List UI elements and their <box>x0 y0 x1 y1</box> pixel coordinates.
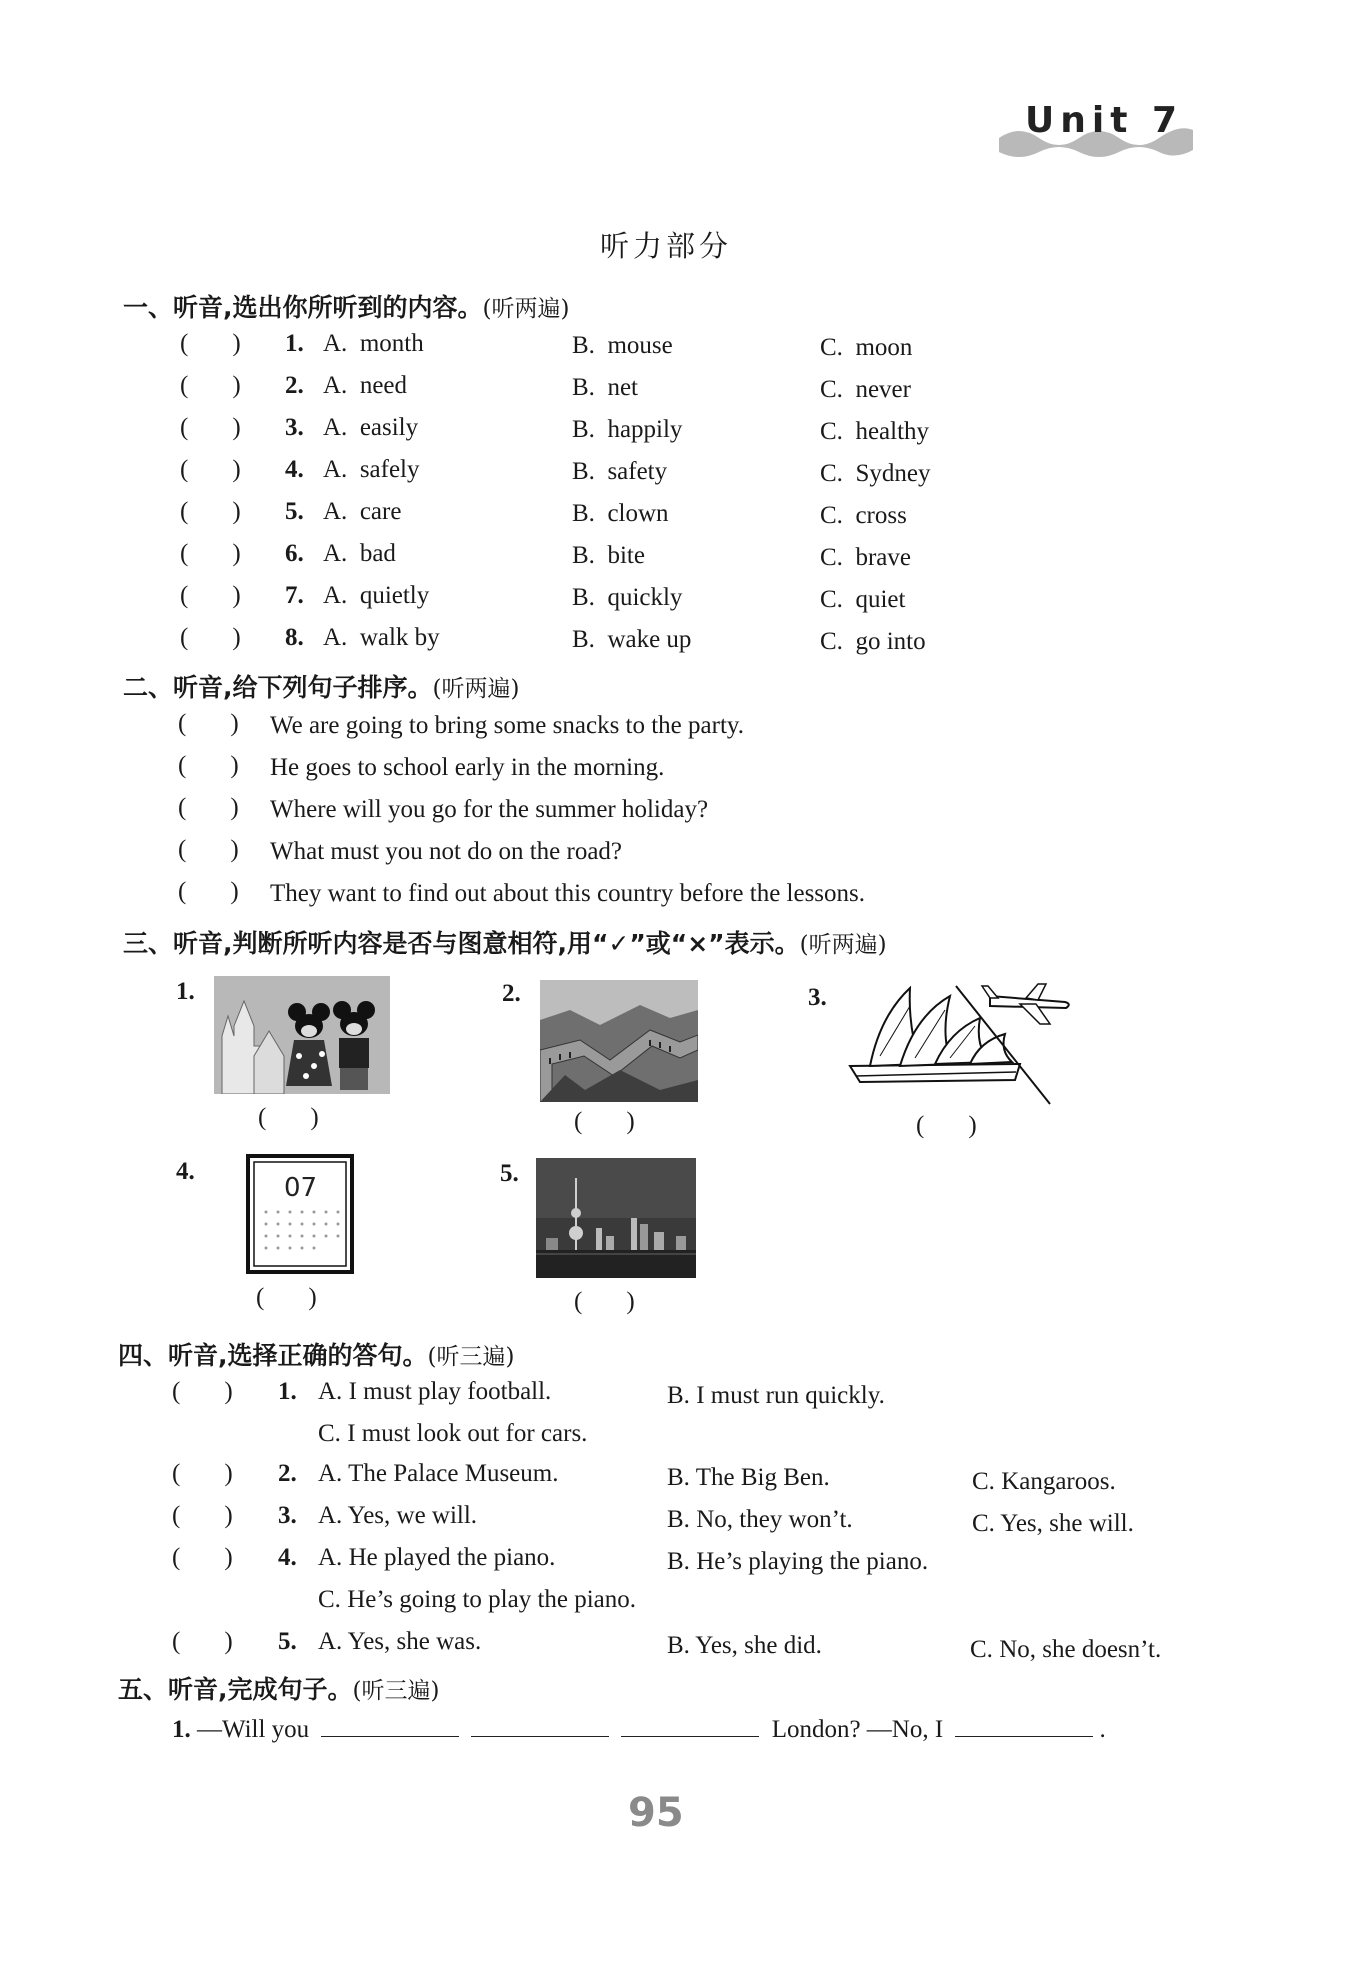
option-b: B. net <box>572 374 638 401</box>
answer-bracket[interactable]: ( ) <box>180 498 241 525</box>
option-c: C. He’s going to play the piano. <box>318 1586 637 1613</box>
answer-bracket[interactable]: ( ) <box>180 624 241 651</box>
answer-bracket[interactable]: ( ) <box>178 752 239 779</box>
option-b: B. safety <box>572 458 668 485</box>
option-a: A. safely <box>323 456 420 483</box>
option-a: A. I must play football. <box>318 1378 552 1405</box>
option-c: C. never <box>820 376 911 403</box>
option-b: B. He’s playing the piano. <box>667 1548 929 1575</box>
question-number: 7. <box>285 582 304 609</box>
option-c: C. Sydney <box>820 460 931 487</box>
option-c: C. go into <box>820 628 926 655</box>
option-b: B. I must run quickly. <box>667 1382 885 1409</box>
answer-bracket[interactable]: ( ) <box>916 1112 977 1139</box>
option-c: C. moon <box>820 334 913 361</box>
answer-bracket[interactable]: ( ) <box>178 794 239 821</box>
answer-bracket[interactable]: ( ) <box>180 582 241 609</box>
answer-bracket[interactable]: ( ) <box>574 1288 635 1315</box>
part3-title: 三、听音,判断所听内容是否与图意相符,用“✓”或“×”表示。(听两遍) <box>123 929 887 958</box>
option-a: A. month <box>323 330 424 357</box>
question-number: 1. <box>285 330 304 357</box>
option-c: C. quiet <box>820 586 906 613</box>
part2-title: 二、听音,给下列句子排序。(听两遍) <box>123 673 520 702</box>
unit-banner <box>995 100 1197 160</box>
fill-blank[interactable] <box>471 1714 609 1737</box>
shanghai-skyline-photo <box>536 1158 696 1278</box>
answer-bracket[interactable]: ( ) <box>172 1460 233 1487</box>
answer-bracket[interactable]: ( ) <box>180 414 241 441</box>
question-number: 2. <box>285 372 304 399</box>
option-b: B. quickly <box>572 584 683 611</box>
unit-label: Unit 7 <box>1025 100 1183 141</box>
picture-number: 3. <box>808 984 827 1011</box>
sentence-text: They want to find out about this country before the lessons. <box>270 880 866 907</box>
answer-bracket[interactable]: ( ) <box>258 1104 319 1131</box>
question-number: 1. <box>278 1378 297 1405</box>
question-number: 8. <box>285 624 304 651</box>
answer-bracket[interactable]: ( ) <box>180 540 241 567</box>
option-a: A. easily <box>323 414 419 441</box>
question-number: 3. <box>285 414 304 441</box>
option-a: A. The Palace Museum. <box>318 1460 559 1487</box>
option-c: C. I must look out for cars. <box>318 1420 588 1447</box>
option-a: A. quietly <box>323 582 430 609</box>
answer-bracket[interactable]: ( ) <box>178 710 239 737</box>
option-b: B. Yes, she did. <box>667 1632 822 1659</box>
part5-title: 五、听音,完成句子。(听三遍) <box>118 1675 440 1704</box>
option-a: A. Yes, she was. <box>318 1628 482 1655</box>
section-heading: 听力部分 <box>600 229 733 263</box>
option-b: B. bite <box>572 542 645 569</box>
option-b: B. wake up <box>572 626 692 653</box>
great-wall-photo <box>540 980 698 1102</box>
answer-bracket[interactable]: ( ) <box>178 878 239 905</box>
answer-bracket[interactable]: ( ) <box>172 1544 233 1571</box>
sentence-text: He goes to school early in the morning. <box>270 754 665 781</box>
option-b: B. mouse <box>572 332 673 359</box>
fill-blank[interactable] <box>955 1714 1093 1737</box>
picture-number: 1. <box>176 978 195 1005</box>
question-number: 3. <box>278 1502 297 1529</box>
option-b: B. The Big Ben. <box>667 1464 830 1491</box>
answer-bracket[interactable]: ( ) <box>178 836 239 863</box>
answer-bracket[interactable]: ( ) <box>172 1378 233 1405</box>
fill-blank[interactable] <box>321 1714 459 1737</box>
calendar-icon <box>246 1154 354 1274</box>
sentence-text: Where will you go for the summer holiday? <box>270 796 709 823</box>
option-a: A. He played the piano. <box>318 1544 556 1571</box>
option-c: C. No, she doesn’t. <box>970 1636 1162 1663</box>
fill-in-sentence: 1. —Will you London? —No, I . <box>172 1716 1106 1743</box>
fill-blank[interactable] <box>621 1714 759 1737</box>
option-c: C. Kangaroos. <box>972 1468 1116 1495</box>
option-a: A. need <box>323 372 408 399</box>
question-number: 5. <box>285 498 304 525</box>
answer-bracket[interactable]: ( ) <box>256 1284 317 1311</box>
option-b: B. No, they won’t. <box>667 1506 853 1533</box>
answer-bracket[interactable]: ( ) <box>172 1628 233 1655</box>
option-c: C. Yes, she will. <box>972 1510 1134 1537</box>
sentence-text: We are going to bring some snacks to the party. <box>270 712 745 739</box>
calendar-month: 07 <box>284 1173 318 1203</box>
picture-number: 2. <box>502 980 521 1007</box>
question-number: 5. <box>278 1628 297 1655</box>
disneyland-castle-mickey-minnie-photo <box>214 976 390 1094</box>
answer-bracket[interactable]: ( ) <box>180 456 241 483</box>
picture-number: 4. <box>176 1158 195 1185</box>
answer-bracket[interactable]: ( ) <box>180 330 241 357</box>
sentence-text: What must you not do on the road? <box>270 838 623 865</box>
question-number: 4. <box>278 1544 297 1571</box>
option-a: A. care <box>323 498 402 525</box>
picture-number: 5. <box>500 1160 519 1187</box>
part4-title: 四、听音,选择正确的答句。(听三遍) <box>118 1341 515 1370</box>
question-number: 6. <box>285 540 304 567</box>
option-c: C. healthy <box>820 418 930 445</box>
answer-bracket[interactable]: ( ) <box>574 1108 635 1135</box>
option-b: B. clown <box>572 500 669 527</box>
answer-bracket[interactable]: ( ) <box>172 1502 233 1529</box>
option-a: A. bad <box>323 540 396 567</box>
option-a: A. Yes, we will. <box>318 1502 478 1529</box>
answer-bracket[interactable]: ( ) <box>180 372 241 399</box>
question-number: 4. <box>285 456 304 483</box>
part1-title: 一、听音,选出你所听到的内容。(听两遍) <box>123 293 570 322</box>
page-number: 95 <box>628 1790 684 1836</box>
option-c: C. cross <box>820 502 907 529</box>
option-a: A. walk by <box>323 624 440 651</box>
option-b: B. happily <box>572 416 683 443</box>
question-number: 2. <box>278 1460 297 1487</box>
option-c: C. brave <box>820 544 911 571</box>
sydney-opera-house-and-airplane-drawing <box>840 976 1080 1108</box>
